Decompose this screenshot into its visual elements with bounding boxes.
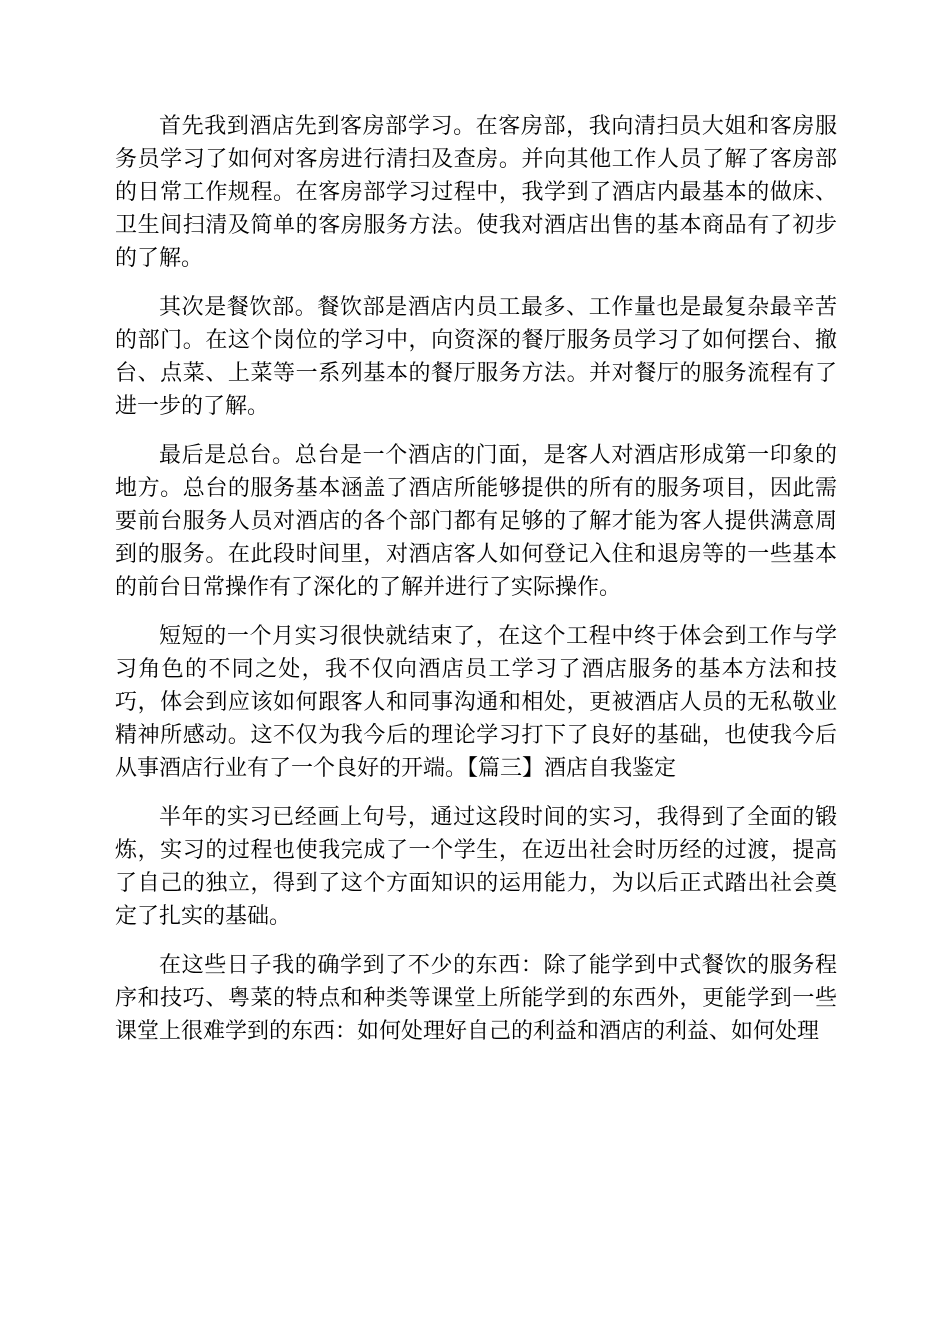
document-body [115, 110, 837, 1064]
paragraph-half-year-internship: 半年的实习已经画上句号，通过这段时间的实习，我得到了全面的锻炼，实习的过程也使我完成了一个学生，在迈出社会时历经的过渡，提高了自己的独立，得到了这个方面知识的运用能力，为以后正式踏出社会奠定了扎实的基础。 [115, 805, 837, 929]
paragraph-lessons-learned: 在这些日子我的确学到了不少的东西：除了能学到中式餐饮的服务程序和技巧、粤菜的特点和种类等课堂上所能学到的东西外，更能学到一些课堂上很难学到的东西：如何处理好自己的利益和酒店的利益、如何处理 [115, 953, 837, 1044]
paragraph-food-beverage: 其次是餐饮部。餐饮部是酒店内员工最多、工作量也是最复杂最辛苦的部门。在这个岗位的学习中，向资深的餐厅服务员学习了如何摆台、撤台、点菜、上菜等一系列基本的餐厅服务方法。并对餐厅的服务流程有了进一步的了解。 [115, 295, 837, 419]
paragraph-front-desk: 最后是总台。总台是一个酒店的门面，是客人对酒店形成第一印象的地方。总台的服务基本涵盖了酒店所能够提供的所有的服务项目，因此需要前台服务人员对酒店的各个部门都有足够的了解才能为客人提供满意周到的服务。在此段时间里，对酒店客人如何登记入住和退房等的一些基本的前台日常操作有了深化的了解并进行了实际操作。 [115, 443, 837, 600]
paragraph-summary: 短短的一个月实习很快就结束了，在这个工程中终于体会到工作与学习角色的不同之处，我不仅向酒店员工学习了酒店服务的基本方法和技巧，体会到应该如何跟客人和同事沟通和相处，更被酒店人员的无私敬业精神所感动。这不仅为我今后的理论学习打下了良好的基础，也使我今后从事酒店行业有了一个良好的开端。【篇三】酒店自我鉴定 [115, 624, 837, 781]
paragraph-housekeeping: 首先我到酒店先到客房部学习。在客房部，我向清扫员大姐和客房服务员学习了如何对客房进行清扫及查房。并向其他工作人员了解了客房部的日常工作规程。在客房部学习过程中，我学到了酒店内最基本的做床、卫生间扫清及简单的客房服务方法。使我对酒店出售的基本商品有了初步的了解。 [115, 114, 837, 271]
